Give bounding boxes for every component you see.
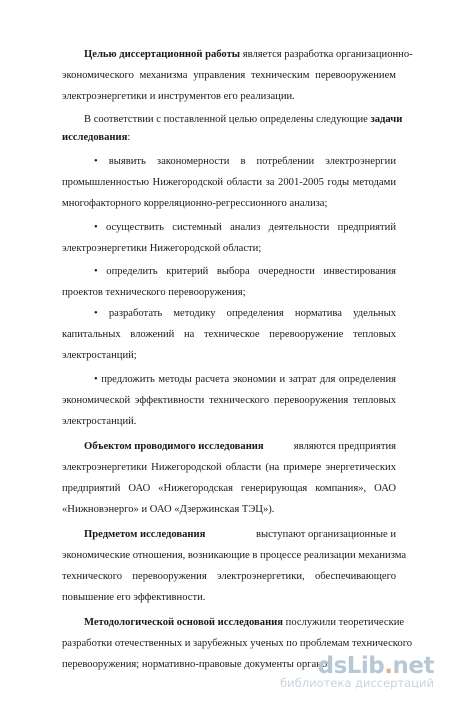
bullet-5-line-1: • предложить методы расчета экономии и затрат для определения bbox=[94, 374, 396, 385]
bullet-4-line-2: капитальных вложений на техническое перевооружение тепловых bbox=[62, 329, 396, 340]
subject-line-1 bbox=[62, 528, 396, 542]
subject-line-2: экономические отношения, возникающие в процессе реализации механизма bbox=[62, 550, 407, 561]
method-line-3: перевооружения; нормативно-правовые документы органов bbox=[62, 659, 333, 670]
goal-line-1 bbox=[62, 48, 413, 62]
bullet-5-line-2: экономической эффективности технического перевооружения тепловых bbox=[62, 395, 396, 406]
bullet-4-line-3: электростанций; bbox=[62, 350, 137, 361]
goal-line-1-rest: является разработка организационно- bbox=[242, 49, 413, 60]
watermark-logo-main: dsLib bbox=[317, 653, 385, 679]
bullet-4-line-1: • разработать методику определения норматива удельных bbox=[94, 308, 396, 319]
subject-line-3: технического перевооружения электроэнергетики, обеспечивающего bbox=[62, 571, 396, 582]
goal-lead: Целью диссертационной работы bbox=[84, 49, 241, 60]
bullet-2-line-1: • осуществить системный анализ деятельности предприятий bbox=[94, 222, 396, 233]
tasks-line-2 bbox=[62, 131, 130, 145]
goal-line-2: экономического механизма управления техническим перевооружением bbox=[62, 70, 396, 81]
object-line-3: предприятий ОАО «Нижегородская генерирующая компания», ОАО bbox=[62, 483, 396, 494]
bullet-1-line-3: многофакторного корреляционно-регрессионного анализа; bbox=[62, 198, 328, 209]
object-line-2: электроэнергетики Нижегородской области (на примере энергетических bbox=[62, 462, 396, 473]
method-line-2: разработки отечественных и зарубежных ученых по проблемам технического bbox=[62, 638, 413, 649]
bullet-3-line-1: • определить критерий выбора очередности инвестирования bbox=[94, 266, 396, 277]
tasks-line-1 bbox=[84, 113, 402, 127]
bullet-5-line-3: электростанций. bbox=[62, 416, 137, 427]
tasks-line-2-colon: : bbox=[127, 132, 131, 143]
tasks-line-2-bold: исследования bbox=[62, 132, 128, 143]
watermark-subtitle: библиотека диссертаций bbox=[280, 676, 434, 690]
watermark-logo-tld: net bbox=[392, 653, 434, 679]
bullet-1-line-1: • выявить закономерности в потреблении электроэнергии bbox=[94, 156, 396, 167]
goal-line-3: электроэнергетики и инструментов его реализации. bbox=[62, 91, 295, 102]
method-lead: Методологической основой исследования bbox=[84, 617, 284, 628]
dslib-watermark bbox=[280, 653, 434, 690]
subject-lead: Предметом исследования bbox=[84, 529, 206, 540]
object-line-4: «Нижновэнерго» и ОАО «Дзержинская ТЭЦ»). bbox=[62, 504, 275, 515]
watermark-logo-dot: . bbox=[384, 653, 393, 679]
bullet-2-line-2: электроэнергетики Нижегородской области; bbox=[62, 243, 262, 254]
tasks-line-1-rest: В соответствии с поставленной целью определены следующие bbox=[84, 114, 368, 125]
subject-line-4: повышение его эффективности. bbox=[62, 592, 206, 603]
object-line-1 bbox=[62, 440, 396, 454]
object-lead: Объектом проводимого исследования bbox=[84, 441, 264, 452]
object-line-1-rest: являются предприятия bbox=[293, 441, 396, 452]
method-line-1-rest: послужили теоретические bbox=[285, 617, 405, 628]
subject-line-1-rest: выступают организационные и bbox=[255, 529, 396, 540]
tasks-bold: задачи bbox=[370, 114, 403, 125]
method-line-1 bbox=[84, 616, 404, 630]
bullet-3-line-2: проектов технического перевооружения; bbox=[62, 287, 246, 298]
bullet-1-line-2: промышленностью Нижегородской области за 2001-2005 годы методами bbox=[62, 177, 396, 188]
